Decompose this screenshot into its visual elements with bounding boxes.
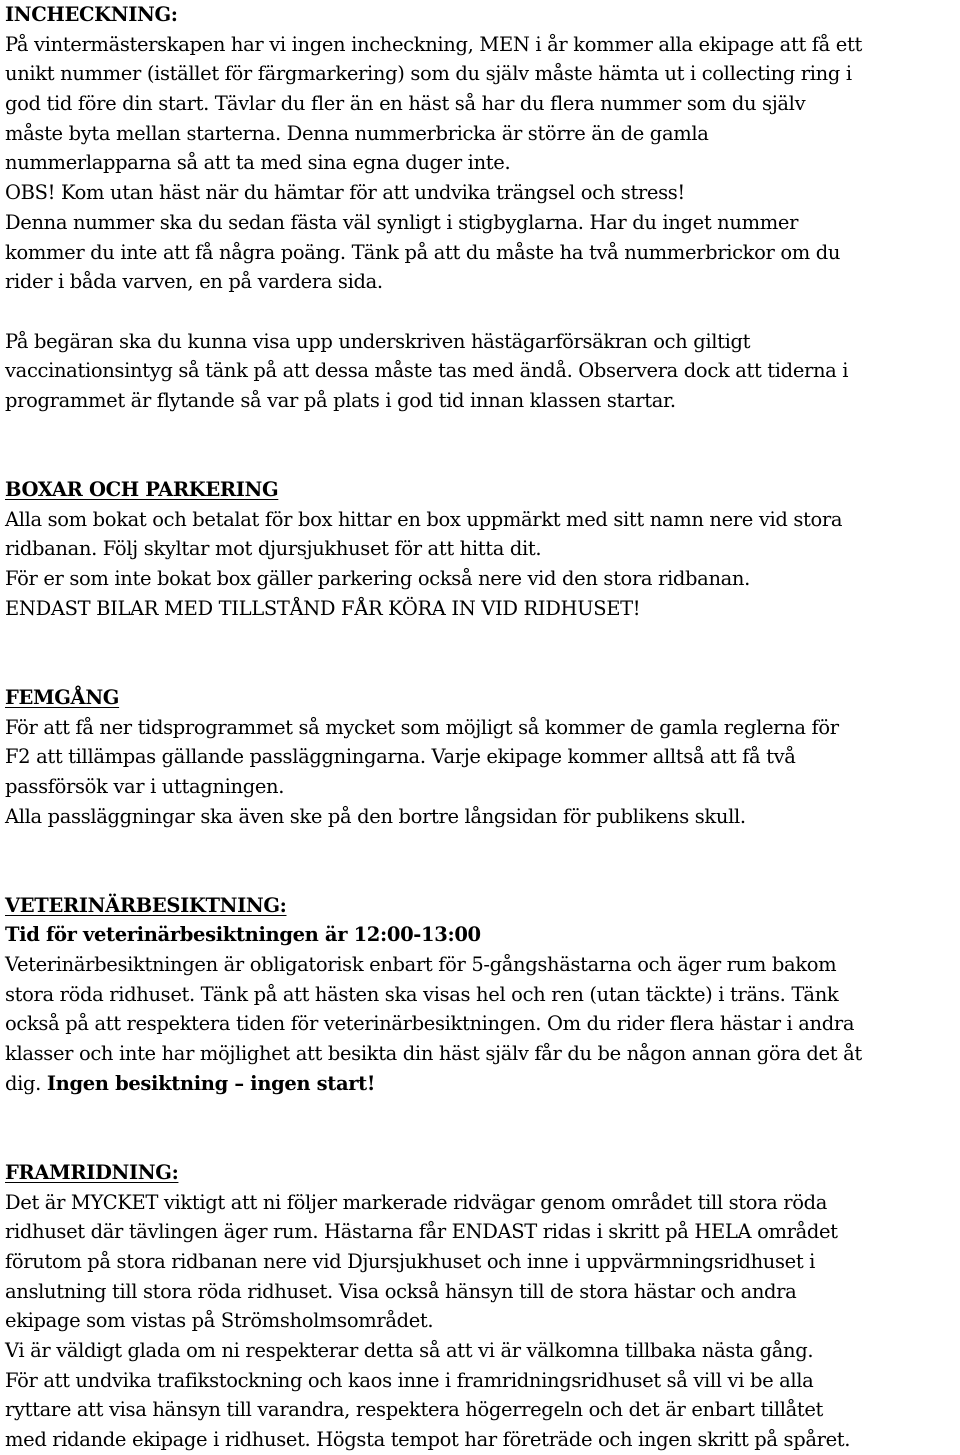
blank-line [5, 623, 958, 653]
paragraph-line: med ridande ekipage i ridhuset. Högsta tempot har företräde och ingen skritt på spåret. [5, 1428, 851, 1451]
paragraph-line: ridbanan. Följ skyltar mot djursjukhuset för att hitta dit. [5, 537, 542, 561]
paragraph-line: OBS! Kom utan häst när du hämtar för att undvika trängsel och stress! [5, 181, 685, 205]
paragraph-line: ryttare att visa hänsyn till varandra, respektera högerregeln och det är enbart tillåtet [5, 1398, 824, 1422]
paragraph-line: unikt nummer (istället för färgmarkering) som du själv måste hämta ut i collecting ring i [5, 62, 852, 86]
paragraph-line: På vintermästerskapen har vi ingen incheckning, MEN i år kommer alla ekipage att få ett [5, 32, 862, 56]
subheading-veterinar-time: Tid för veterinärbesiktningen är 12:00-13:00 [5, 923, 481, 947]
emphasis-no-inspection: Ingen besiktning – ingen start! [46, 1071, 376, 1095]
paragraph-line: Veterinärbesiktningen är obligatorisk enbart för 5-gångshästarna och äger rum bakom [5, 953, 837, 976]
section-femgang [5, 683, 958, 831]
blank-line [5, 445, 958, 475]
paragraph-line: F2 att tillämpas gällande passläggningarna. Varje ekipage kommer alltså att få två [5, 745, 796, 769]
paragraph-line: programmet är flytande så var på plats i god tid innan klassen startar. [5, 388, 676, 412]
paragraph-line: passförsök var i uttagningen. [5, 774, 285, 798]
paragraph-line: För att få ner tidsprogrammet så mycket som möjligt så kommer de gamla reglerna för [5, 715, 839, 739]
section-boxar [5, 475, 958, 623]
paragraph-line: god tid före din start. Tävlar du fler än en häst så har du flera nummer som du själv [5, 92, 806, 116]
paragraph-text: dig. [5, 1071, 47, 1095]
paragraph-line: också på att respektera tiden för veterinärbesiktningen. Om du rider flera hästar i andra [5, 1012, 855, 1036]
paragraph-line: förutom på stora ridbanan nere vid Djursjukhuset och inne i uppvärmningsridhuset i [5, 1249, 816, 1273]
document-page [5, 0, 958, 1455]
paragraph-line: kommer du inte att få några poäng. Tänk på att du måste ha två nummerbrickor om du [5, 240, 841, 264]
blank-line [5, 416, 958, 446]
paragraph-line: anslutning till stora röda ridhuset. Visa också hänsyn till de stora hästar och andra [5, 1279, 797, 1303]
paragraph-line: Alla som bokat och betalat för box hittar en box uppmärkt med sitt namn nere vid stora [5, 507, 843, 531]
paragraph-line: För er som inte bokat box gäller parkering också nere vid den stora ridbanan. [5, 567, 750, 591]
blank-line [5, 1098, 958, 1128]
paragraph-line: ridhuset där tävlingen äger rum. Hästarna får ENDAST ridas i skritt på HELA området [5, 1220, 838, 1244]
heading-incheckning: INCHECKNING: [5, 3, 178, 26]
paragraph-line: rider i båda varven, en på vardera sida. [5, 270, 383, 294]
blank-line [5, 831, 958, 861]
paragraph-line: vaccinationsintyg så tänk på att dessa måste tas med ändå. Observera dock att tiderna i [5, 359, 849, 383]
blank-line [5, 861, 958, 891]
paragraph-line: ekipage som vistas på Strömsholmsområdet. [5, 1309, 434, 1333]
blank-line [5, 1128, 958, 1158]
heading-femgang: FEMGÅNG [5, 685, 120, 709]
blank-line [5, 653, 958, 683]
paragraph-line: måste byta mellan starterna. Denna nummerbricka är större än de gamla [5, 121, 709, 145]
paragraph-line: nummerlapparna så att ta med sina egna duger inte. [5, 151, 511, 175]
section-veterinar [5, 891, 958, 1099]
paragraph-line: Vi är väldigt glada om ni respekterar detta så att vi är välkomna tillbaka nästa gång. [5, 1338, 814, 1362]
paragraph-line: För att undvika trafikstockning och kaos inne i framridningsridhuset så vill vi be alla [5, 1368, 814, 1392]
heading-framridning: FRAMRIDNING: [5, 1160, 179, 1184]
section-incheckning [5, 0, 958, 416]
paragraph-line: Det är MYCKET viktigt att ni följer markerade ridvägar genom området till stora röda [5, 1190, 827, 1214]
paragraph-line [5, 1069, 958, 1099]
paragraph-line: klasser och inte har möjlighet att besikta din häst själv får du be någon annan göra det åt [5, 1042, 862, 1066]
paragraph-line: Alla passläggningar ska även ske på den bortre långsidan för publikens skull. [5, 804, 746, 828]
heading-boxar: BOXAR OCH PARKERING [5, 478, 279, 501]
paragraph-line: ENDAST BILAR MED TILLSTÅND FÅR KÖRA IN VID RIDHUSET! [5, 596, 641, 620]
heading-veterinar: VETERINÄRBESIKTNING: [5, 893, 287, 917]
paragraph-line: stora röda ridhuset. Tänk på att hästen ska visas hel och ren (utan täckte) i träns. Tänk [5, 982, 839, 1006]
paragraph-line: På begäran ska du kunna visa upp underskriven hästägarförsäkran och giltigt [5, 329, 751, 353]
section-framridning [5, 1158, 958, 1455]
paragraph-line: Denna nummer ska du sedan fästa väl synligt i stigbyglarna. Har du inget nummer [5, 210, 799, 234]
blank-line [5, 297, 958, 327]
